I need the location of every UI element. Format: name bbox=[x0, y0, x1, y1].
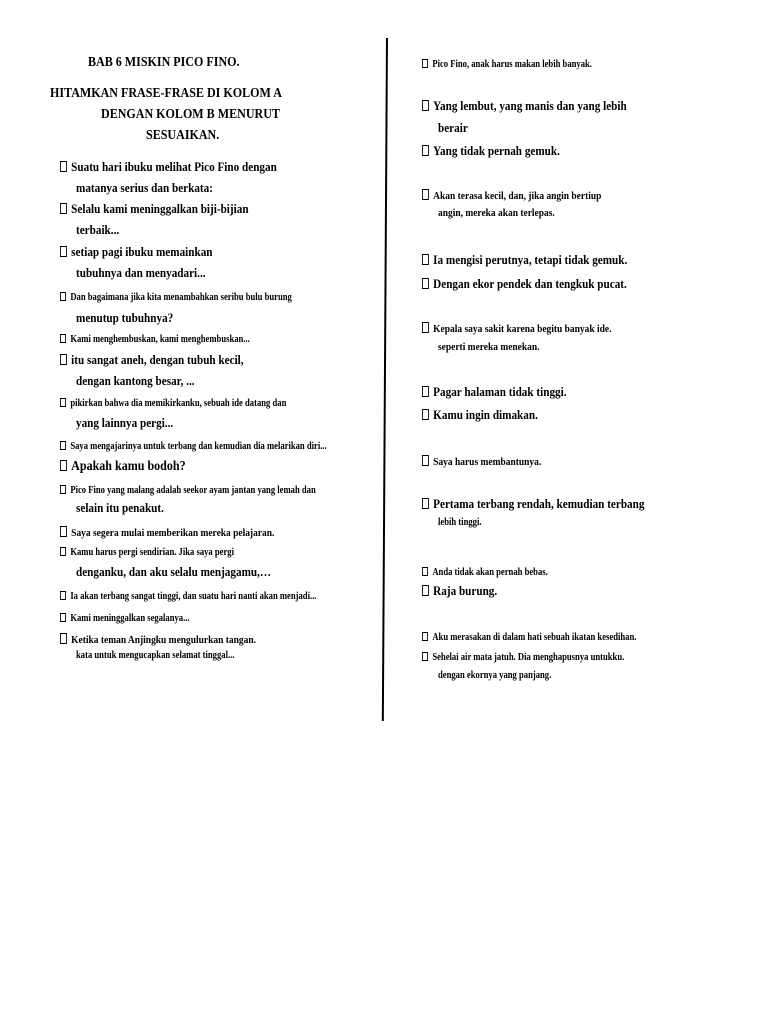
column-a-item-continuation: denganku, dan aku selalu menjagamu,… bbox=[76, 564, 272, 579]
checkbox-icon bbox=[60, 547, 66, 556]
column-b-item[interactable]: Pertama terbang rendah, kemudian terbang bbox=[422, 497, 644, 510]
checkbox-icon bbox=[60, 485, 66, 494]
instruction-line-1: HITAMKAN FRASE-FRASE DI KOLOM A bbox=[50, 86, 282, 101]
checkbox-icon bbox=[422, 409, 429, 420]
column-a-item[interactable]: Ketika teman Anjingku mengulurkan tangan. bbox=[60, 632, 256, 646]
checkbox-icon bbox=[60, 246, 67, 257]
column-b-item[interactable]: Yang lembut, yang manis dan yang lebih bbox=[422, 99, 627, 112]
column-a-item[interactable]: setiap pagi ibuku memainkan bbox=[60, 245, 213, 258]
column-a-item-continuation: kata untuk mengucapkan selamat tinggal... bbox=[76, 650, 235, 661]
instruction-line-3: SESUAIKAN. bbox=[146, 128, 220, 143]
column-a-item-continuation: dengan kantong besar, ... bbox=[76, 373, 195, 388]
column-a-item[interactable]: pikirkan bahwa dia memikirkanku, sebuah ide datang dan bbox=[60, 397, 286, 409]
page-title: BAB 6 MISKIN PICO FINO. bbox=[88, 55, 240, 70]
checkbox-icon bbox=[60, 613, 66, 622]
checkbox-icon bbox=[60, 633, 67, 644]
checkbox-icon bbox=[60, 354, 67, 365]
instruction-line-2: DENGAN KOLOM B MENURUT bbox=[101, 107, 280, 122]
checkbox-icon bbox=[422, 189, 429, 200]
column-b-item-continuation: angin, mereka akan terlepas. bbox=[438, 207, 555, 219]
column-a-item[interactable]: Kami menghembuskan, kami menghembuskan... bbox=[60, 333, 250, 345]
column-b-item-continuation: lebih tinggi. bbox=[438, 517, 482, 528]
column-a-item[interactable]: itu sangat aneh, dengan tubuh kecil, bbox=[60, 353, 244, 366]
column-a-item[interactable]: Dan bagaimana jika kita menambahkan seribu bulu burung bbox=[60, 291, 292, 303]
checkbox-icon bbox=[60, 161, 67, 172]
checkbox-icon bbox=[60, 526, 67, 537]
column-b-item-continuation: seperti mereka menekan. bbox=[438, 341, 540, 353]
column-a-item-continuation: matanya serius dan berkata: bbox=[76, 180, 213, 195]
checkbox-icon bbox=[60, 292, 66, 301]
column-a-item[interactable]: Selalu kami meninggalkan biji-bijian bbox=[60, 202, 249, 215]
column-b-item[interactable]: Anda tidak akan pernah bebas. bbox=[422, 566, 548, 578]
checkbox-icon bbox=[422, 498, 429, 509]
checkbox-icon bbox=[422, 455, 429, 466]
column-b-item[interactable]: Kamu ingin dimakan. bbox=[422, 408, 538, 421]
column-b-item[interactable]: Saya harus membantunya. bbox=[422, 454, 541, 468]
column-b-item-continuation: dengan ekornya yang panjang. bbox=[438, 670, 552, 681]
column-b-item[interactable]: Aku merasakan di dalam hati sebuah ikatan kesedihan. bbox=[422, 631, 636, 643]
column-b-item[interactable]: Pico Fino, anak harus makan lebih banyak. bbox=[422, 58, 592, 70]
column-a-item[interactable]: Kamu harus pergi sendirian. Jika saya pergi bbox=[60, 546, 234, 558]
column-b-item[interactable]: Dengan ekor pendek dan tengkuk pucat. bbox=[422, 277, 627, 290]
checkbox-icon bbox=[60, 334, 66, 343]
checkbox-icon bbox=[60, 441, 66, 450]
column-a-item[interactable]: Pico Fino yang malang adalah seekor ayam jantan yang lemah dan bbox=[60, 484, 316, 496]
column-divider bbox=[382, 38, 388, 721]
checkbox-icon bbox=[422, 278, 429, 289]
column-a-item[interactable]: Saya segera mulai memberikan mereka pelajaran. bbox=[60, 525, 274, 539]
column-b-item[interactable]: Ia mengisi perutnya, tetapi tidak gemuk. bbox=[422, 253, 627, 266]
checkbox-icon bbox=[422, 632, 428, 641]
column-a-item[interactable]: Apakah kamu bodoh? bbox=[60, 459, 186, 474]
checkbox-icon bbox=[422, 59, 428, 68]
checkbox-icon bbox=[422, 254, 429, 265]
checkbox-icon bbox=[422, 652, 428, 661]
checkbox-icon bbox=[422, 322, 429, 333]
column-b-item[interactable]: Sehelai air mata jatuh. Dia menghapusnya untukku. bbox=[422, 651, 624, 663]
checkbox-icon bbox=[60, 591, 66, 600]
column-b-item[interactable]: Yang tidak pernah gemuk. bbox=[422, 144, 560, 157]
checkbox-icon bbox=[422, 386, 429, 397]
checkbox-icon bbox=[422, 100, 429, 111]
column-a-item-continuation: terbaik... bbox=[76, 222, 120, 237]
column-a-item[interactable]: Kami meninggalkan segalanya... bbox=[60, 612, 190, 624]
column-b-item[interactable]: Kepala saya sakit karena begitu banyak ide. bbox=[422, 321, 611, 335]
column-a-item[interactable]: Suatu hari ibuku melihat Pico Fino dengan bbox=[60, 160, 277, 173]
column-a-item-continuation: menutup tubuhnya? bbox=[76, 310, 174, 325]
column-b-item[interactable]: Akan terasa kecil, dan, jika angin bertiup bbox=[422, 188, 601, 202]
column-a-item[interactable]: Ia akan terbang sangat tinggi, dan suatu hari nanti akan menjadi... bbox=[60, 590, 316, 602]
checkbox-icon bbox=[60, 203, 67, 214]
column-b-item-continuation: berair bbox=[438, 120, 468, 135]
column-a-item[interactable]: Saya mengajarinya untuk terbang dan kemudian dia melarikan diri... bbox=[60, 440, 327, 452]
checkbox-icon bbox=[422, 145, 429, 156]
column-a-item-continuation: yang lainnya pergi... bbox=[76, 415, 174, 430]
column-b-item[interactable]: Raja burung. bbox=[422, 584, 497, 597]
column-a-item-continuation: tubuhnya dan menyadari... bbox=[76, 265, 206, 280]
column-b-item[interactable]: Pagar halaman tidak tinggi. bbox=[422, 385, 567, 398]
column-a-item-continuation: selain itu penakut. bbox=[76, 500, 164, 515]
checkbox-icon bbox=[422, 585, 429, 596]
checkbox-icon bbox=[422, 567, 428, 576]
checkbox-icon bbox=[60, 398, 66, 407]
checkbox-icon bbox=[60, 460, 67, 471]
